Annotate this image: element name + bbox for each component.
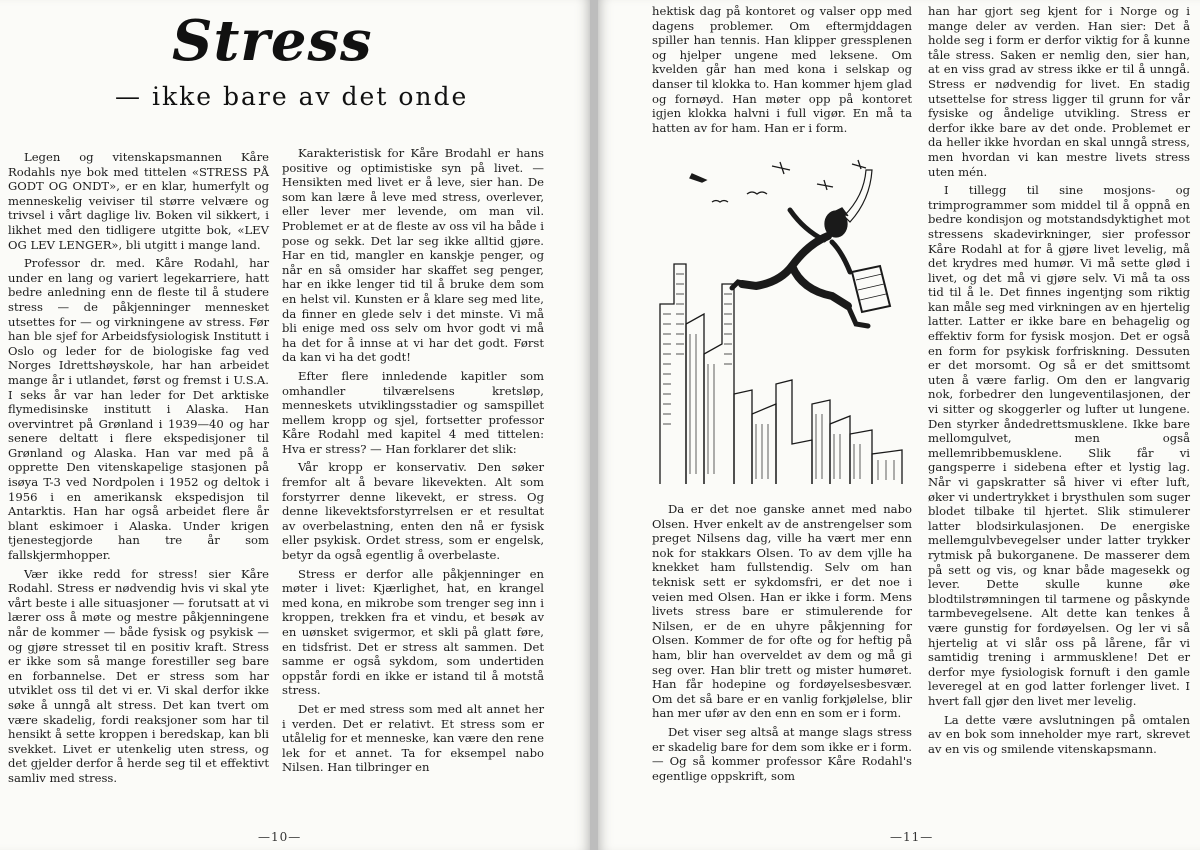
- page-number-left: —10—: [258, 830, 302, 844]
- paragraph: I tillegg til sine mosjons- og trimprogrammer som middel til å oppnå en bedre kondisjon og motstandsdyktighet mot stressens skadevirkninger, sier professor Kåre Rodahl at for å gjøre livet levelig, må det krydres med humør. Vi må sette glød i livet, og det må vi gjøre selv. Vi må ta oss tid til å le. Det finnes ingentjng som riktig kan måle seg med virkningen av en hjertelig latter. Latter er ikke bare en behagelig og effektiv form for fysisk mosjon. Det er også en form for psykisk forfriskning. Dessuten er det morsomt. Og så er det smittsomt uten å være farlig. Om den er langvarig nok, forbedrer den lungeventilasjonen, der vi sitter og skoggerler og lufter ut lungene. Den styrker åndedrettsmusklene. Ikke bare mellomgulvet, men også mellemribbemusklene. Slik får vi gangsperre i sidebena efter et lystig lag. Når vi gapskratter så hiver vi efter luft, øker vi undertrykket i brysthulen som suger blodet tilbake til hjertet. Slik stimulerer latter blodsirkulasjonen. De energiske mellemgulvbevegelser under latter trykker rytmisk på bukorganene. De masserer dem på sett og vis, og knar både magesekk og lever. Dette skulle kunne øke blodtilstrømningen til tarmene og påskynde tarmbevegelsene. Alt dette kan tenkes å være gunstig for fordøyelsen. Og ler vi så hjertelig at vi slår oss på lårene, får vi samtidig trening i armmusklene! Det er derfor mye fysiologisk fornuft i den gamle leveregel at en god latter forlenger livet. I hvert fall gjør den livet mer levelig.: [928, 183, 1191, 708]
- right-column-2: [928, 4, 1190, 760]
- right-column-1-bottom: [652, 502, 912, 787]
- article-subtitle: — ikke bare av det onde: [115, 82, 469, 111]
- paragraph: Legen og vitenskapsmannen Kåre Rodahls nye bok med tittelen «STRESS PÅ GODT OG ONDT», er en klar, humerfylt og menneskelig veiviser til større velvære og trivsel i vårt daglige liv. Boken vil sikkert, i likhet med den tidligere utgitte bok, «LEV OG LEV LENGER», bli utgitt i mange land.: [8, 150, 269, 252]
- left-page: [0, 0, 590, 850]
- paragraph: Professor dr. med. Kåre Rodahl, har under en lang og variert legekarriere, hatt bedre anledning enn de fleste til å studere stress — de påkjenninger mennesket utsettes for — og virkningene av stress. Før han ble sjef for Arbeidsfysiologisk Institutt i Oslo og leder for de biologiske fag ved Norges Idrettshøyskole, har han arbeidet mange år i utlandet, først og fremst i U.S.A. I seks år var han leder for Det arktiske flymedisinske institutt i Alaska. Han overvintret på Grønland i 1939—40 og har senere deltatt i flere ekspedisjoner til Grønland og Alaska. Han var med på å opprette Den vitenskapelige stasjonen på isøya T-3 ved Nordpolen i 1952 og deltok i 1956 i en amerikansk ekspedisjon til Antarktis. Han har også arbeidet flere år blant eskimoer i Alaska. Under krigen tjenestegjorde han tre år som fallskjermhopper.: [8, 256, 269, 563]
- paragraph: han har gjort seg kjent for i Norge og i mange deler av verden. Han sier: Det å holde seg i form er derfor viktig for å kunne tåle stress. Saken er nemlig den, sier han, at en viss grad av stress ikke er til å unngå. Stress er nødvendig for livet. En stadig utsettelse for stress ligger til grunn for vår fysiske og åndelige utvikling. Stress er derfor ikke bare av det onde. Problemet er da heller ikke hvordan en skal unngå stress, men hvordan vi kan mestre livets stress uten mén.: [928, 4, 1190, 179]
- paragraph: Det viser seg altså at mange slags stress er skadelig bare for dem som ikke er i form. — Og så kommer professor Kåre Rodahl's egentlige oppskrift, som: [652, 724, 912, 783]
- paragraph: Karakteristisk for Kåre Brodahl er hans positive og optimistiske syn på livet. — Hensikten med livet er å leve, sier han. De som kan lære å leve med stress, overlever, eller lever mer levende, om man vil. Problemet er at de fleste av oss vil ha både i pose og sekk. Det lar seg ikke alltid gjøre. Har en tid, mangler en kanskje penger, og når en så omsider har skaffet seg penger, har en ikke lenger tid til å bruke dem som en helst vil. Kunsten er å klare seg med lite, da finner en glede selv i det minste. Vi må bli enige med oss selv om hvor godt vi må ha det for å innse at vi har det godt. Først da kan vi ha det godt!: [282, 146, 544, 365]
- paragraph: Vær ikke redd for stress! sier Kåre Rodahl. Stress er nødvendig hvis vi skal yte vårt beste i alle situasjoner — forutsatt at vi lærer oss å møte og mestre påkjenningene når de kommer — både fysisk og psykisk — og gjøre stresset til en positiv kraft. Stress er ikke som så mange forestiller seg bare en forbannelse. Det er stress som har utviklet oss til det vi er. Vi skal derfor ikke søke å unngå alt stress. Det kan tvert om være skadelig, fordi reaksjoner som har til hensikt å sette kroppen i beredskap, kan bli svekket. Livet er utenkelig uten stress, og det gjelder derfor å herde seg til et effektivt samliv med stress.: [8, 566, 269, 785]
- paragraph: Stress er derfor alle påkjenninger en møter i livet: Kjærlighet, hat, en krangel med kona, en mikrobe som trenger seg inn i kroppen, trekken fra et vindu, et besøk av en uønsket svigermor, et skli på glatt føre, en tidsfrist. Det er stress alt sammen. Det samme er også sykdom, som undertiden oppstår fordi en ikke er istand til å motstå stress.: [282, 566, 544, 698]
- right-column-1-top: [652, 4, 912, 139]
- left-column-2: [282, 146, 544, 779]
- article-title: Stress: [172, 8, 373, 74]
- paragraph: Vår kropp er konservativ. Den søker fremfor alt å bevare likevekten. Alt som forstyrrer denne likevekt, er stress. Og denne likevektsforstyrrelsen er et resultat av overbelastning, enten den nå er fysisk eller psykisk. Ordet stress, som er engelsk, betyr da også egentlig å overbelaste.: [282, 460, 544, 563]
- paragraph: Da er det noe ganske annet med nabo Olsen. Hver enkelt av de anstrengelser som preget Nilsens dag, ville ha vært mer enn nok for stakkars Olsen. To av dem vjlle ha knekket ham fullstendig. Selv om han teknisk sett er sykdomsfri, er det noe i veien med Olsen. Han er ikke i form. Mens livets stress bare er stimulerende for Nilsen, er de en uhyre påkjenning for Olsen. Kommer de for ofte og for heftig på ham, blir han overveldet av dem og må gi seg over. Han blir trett og mister humøret. Han får hodepine og fordøyelsesbesvær. Om det så bare er en vanlig forkjølelse, blir han mer ufør av den enn en som er i form.: [652, 502, 912, 721]
- page-number-right: —11—: [890, 830, 934, 844]
- paragraph: Det er med stress som med alt annet her i verden. Det er relativt. Et stress som er utålelig for et menneske, kan være den rene lek for et annet. Ta for eksempel nabo Nilsen. Han tilbringer en: [282, 701, 544, 775]
- cartoon-man-leaping-over-city-icon: [652, 154, 914, 492]
- paragraph: La dette være avslutningen på omtalen av en bok som inneholder mye rart, skrevet av en vis og smilende vitenskapsmann.: [928, 712, 1190, 756]
- left-column-1: [8, 150, 269, 790]
- book-gutter: [590, 0, 598, 850]
- paragraph: hektisk dag på kontoret og valser opp med dagens problemer. Om eftermjddagen spiller han tennis. Han klipper gressplenen og hjelper ungene med leksene. Om kvelden går han med kona i selskap og danser til klokka to. Han kommer hjem glad og fornøyd. Han møter opp på kontoret igjen klokka halvni i full vigør. En må ta hatten av for ham. Han er i form.: [652, 4, 912, 135]
- paragraph: Efter flere innledende kapitler som omhandler tilværelsens kretsløp, menneskets utviklingsstadier og samspillet mellem kropp og sjel, fortsetter professor Kåre Rodahl med kapitel 4 med tittelen: Hva er stress? — Han forklarer det slik:: [282, 368, 544, 456]
- right-page: [598, 0, 1200, 850]
